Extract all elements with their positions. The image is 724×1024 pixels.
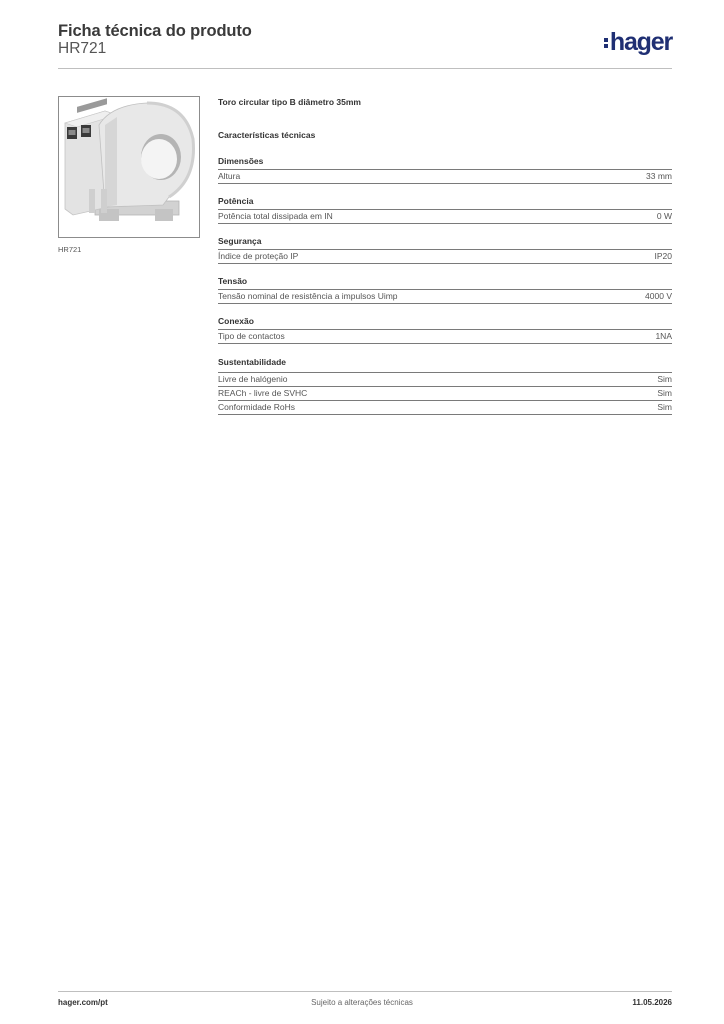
spec-group-voltage bbox=[218, 276, 672, 304]
spec-row bbox=[218, 210, 672, 224]
spec-label: REACh - livre de SVHC bbox=[218, 388, 308, 398]
spec-label: Tipo de contactos bbox=[218, 331, 285, 341]
spec-value: Sim bbox=[657, 374, 672, 384]
footer-date: 11.05.2026 bbox=[632, 998, 672, 1007]
group-title: Conexão bbox=[218, 316, 672, 330]
header-divider bbox=[58, 68, 672, 69]
spec-row bbox=[218, 250, 672, 264]
page-title: Ficha técnica do produto bbox=[58, 22, 252, 40]
spec-row bbox=[218, 387, 672, 401]
footer-divider bbox=[58, 991, 672, 992]
section-title: Características técnicas bbox=[218, 130, 316, 140]
spec-group-safety bbox=[218, 236, 672, 264]
group-title: Potência bbox=[218, 196, 672, 210]
product-code: HR721 bbox=[58, 40, 107, 57]
spec-group-connection bbox=[218, 316, 672, 344]
hager-logo bbox=[604, 29, 672, 55]
spec-value: 1NA bbox=[655, 331, 672, 341]
spec-group-dimensions bbox=[218, 156, 672, 184]
spec-value: Sim bbox=[657, 402, 672, 412]
logo-dots-icon bbox=[604, 38, 608, 48]
spec-row bbox=[218, 290, 672, 304]
group-title: Dimensões bbox=[218, 156, 672, 170]
spec-row bbox=[218, 330, 672, 344]
toroid-sensor-icon bbox=[59, 97, 199, 237]
group-title: Tensão bbox=[218, 276, 672, 290]
footer-notice: Sujeito a alterações técnicas bbox=[311, 998, 413, 1007]
spec-row bbox=[218, 401, 672, 415]
group-title: Segurança bbox=[218, 236, 672, 250]
spec-row bbox=[218, 373, 672, 387]
logo-text: hager bbox=[609, 28, 672, 56]
group-title: Sustentabilidade bbox=[218, 357, 672, 373]
spec-label: Tensão nominal de resistência a impulsos Uimp bbox=[218, 291, 398, 301]
spec-label: Livre de halógenio bbox=[218, 374, 288, 384]
product-name: Toro circular tipo B diâmetro 35mm bbox=[218, 97, 361, 107]
spec-value: IP20 bbox=[654, 251, 672, 261]
image-caption: HR721 bbox=[58, 245, 82, 254]
spec-group-sustainability bbox=[218, 357, 672, 415]
spec-label: Conformidade RoHs bbox=[218, 402, 296, 412]
spec-value: 4000 V bbox=[645, 291, 672, 301]
spec-value: 33 mm bbox=[646, 171, 672, 181]
product-image bbox=[58, 96, 200, 238]
spec-group-power bbox=[218, 196, 672, 224]
footer-website-link[interactable]: hager.com/pt bbox=[58, 998, 108, 1007]
spec-label: Potência total dissipada em IN bbox=[218, 211, 333, 221]
spec-label: Altura bbox=[218, 171, 241, 181]
spec-content bbox=[218, 97, 672, 415]
spec-row bbox=[218, 170, 672, 184]
spec-value: Sim bbox=[657, 388, 672, 398]
spec-value: 0 W bbox=[656, 211, 672, 221]
spec-label: Índice de proteção IP bbox=[218, 251, 299, 261]
